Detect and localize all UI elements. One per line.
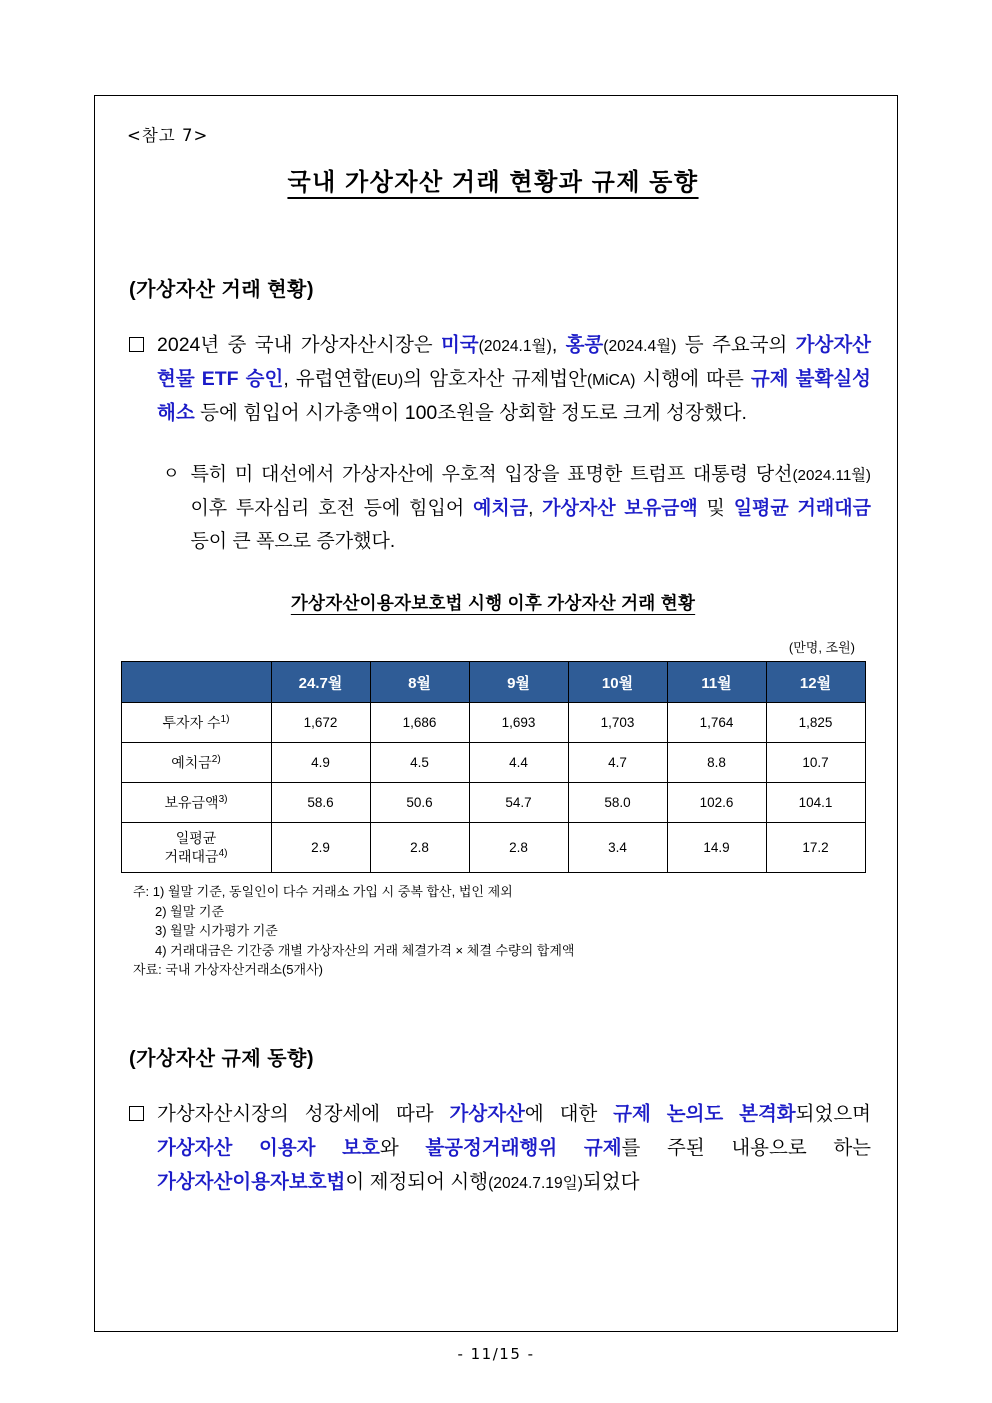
inline-text: 등 주요국의 [676,334,796,356]
footnote-2: 2) 월말 기준 [155,903,225,919]
table-header [121,662,865,703]
inline-annotation: (MiCA) [586,372,636,390]
table-title: 가상자산이용자보호법 시행 이후 가상자산 거래 현황 [290,593,696,614]
paragraph-trump-effect-text [190,458,871,558]
inline-text: 이 제정되어 시행 [345,1170,489,1193]
table-cell: 1,686 [370,703,469,743]
table-col-header: 9월 [469,662,568,703]
inline-annotation: (2024.1월) [478,338,552,355]
inline-text: 의 암호자산 규제법안 [403,368,587,391]
inline-text: 및 [697,497,734,519]
table-col-header: 10월 [568,662,667,703]
row-label-line1: 일평균 [175,830,217,847]
footnote-4: 4) 거래대금은 기간중 개별 가상자산의 거래 체결가격 × 체결 수량의 합계액 [155,942,575,958]
paragraph-regulation-text [157,1097,871,1199]
table-row-label [121,823,271,873]
inline-text: 등에 힘입어 시가총액이 100조원을 상회할 정도로 크게 성장했다. [194,402,747,425]
table-cell: 4.7 [568,743,667,783]
inline-text: 되었다 [582,1170,640,1193]
inline-text: , [528,497,543,519]
table-row-label [121,783,271,823]
table-cell: 2.9 [271,823,370,873]
table-cell: 1,764 [667,703,766,743]
table-cell: 2.8 [370,823,469,873]
row-label-text: 투자자 수 [162,714,221,731]
highlighted-term: 가상자산 현물 ETF 승인 [157,334,871,391]
table-row [121,823,865,873]
inline-annotation: (2024.7.19일) [488,1174,583,1192]
row-label-superscript: 3) [218,794,228,806]
table-col-header: 12월 [766,662,865,703]
highlighted-term: 가상자산 이용자 보호 [157,1136,380,1159]
inline-text: 에 대한 [524,1102,614,1125]
table-footnotes [133,882,871,980]
table-unit-label: (만명, 조원) [788,640,855,656]
footnote-3: 3) 월말 시가평가 기준 [155,923,278,939]
inline-annotation: (EU) [371,372,404,390]
inline-text: , 유럽연합 [283,368,372,391]
highlighted-term: 규제 논의도 본격화 [613,1102,796,1125]
row-label-superscript: 1) [220,714,230,726]
table-cell: 14.9 [667,823,766,873]
circle-bullet-icon: ㅇ [163,464,180,485]
inline-text: 이후 투자심리 호전 등에 힘입어 [190,497,473,519]
table-cell: 4.9 [271,743,370,783]
table-col-header: 8월 [370,662,469,703]
table-cell: 1,672 [271,703,370,743]
table-cell: 104.1 [766,783,865,823]
inline-text: 2024년 중 국내 가상자산시장은 [157,334,441,356]
inline-text: 되었으며 [795,1102,871,1125]
table-cell: 58.6 [271,783,370,823]
reference-tag: <참고 7> [127,126,209,145]
table-cell: 17.2 [766,823,865,873]
page-number-footer: - 11/15 - [457,1345,535,1363]
inline-text: 등이 큰 폭으로 증가했다. [190,530,396,552]
inline-text: , [551,334,566,356]
inline-text: 를 주된 내용으로 하는 [621,1136,872,1159]
table-header-row [121,662,865,703]
highlighted-term: 예치금 [473,497,529,519]
paragraph-market-growth-text [157,328,871,430]
paragraph-trump-effect [163,458,871,558]
highlighted-term: 홍콩 [565,334,604,356]
table-cell: 54.7 [469,783,568,823]
table-row [121,703,865,743]
table-cell: 4.4 [469,743,568,783]
row-label-text: 보유금액 [164,794,219,811]
highlighted-term: 미국 [440,334,479,356]
highlighted-term: 가상자산 보유금액 [542,497,698,519]
table-cell: 10.7 [766,743,865,783]
crypto-trading-data-table [121,661,866,873]
inline-annotation: (2024.4월) [603,338,677,355]
table-cell: 1,693 [469,703,568,743]
square-bullet-icon [129,1106,144,1121]
row-label-superscript: 2) [211,754,221,766]
table-corner-cell [121,662,271,703]
highlighted-term: 불공정거래행위 규제 [425,1136,622,1159]
table-cell: 2.8 [469,823,568,873]
table-col-header: 11월 [667,662,766,703]
table-body [121,703,865,873]
inline-text: 가상자산시장의 성장세에 따라 [157,1102,450,1125]
table-row [121,743,865,783]
paragraph-regulation [129,1097,871,1199]
square-bullet-icon [129,337,144,352]
page-border-frame [94,95,898,1332]
highlighted-term: 가상자산 [449,1102,525,1125]
table-col-header: 24.7월 [271,662,370,703]
table-cell: 3.4 [568,823,667,873]
table-cell: 50.6 [370,783,469,823]
inline-text: 시행에 따른 [635,368,751,391]
table-cell: 58.0 [568,783,667,823]
row-label-text: 예치금 [171,754,212,771]
table-cell: 102.6 [667,783,766,823]
table-cell: 8.8 [667,743,766,783]
table-cell: 4.5 [370,743,469,783]
table-row-label [121,743,271,783]
page-title: 국내 가상자산 거래 현황과 규제 동향 [287,169,699,196]
table-cell: 1,703 [568,703,667,743]
row-label-line2: 거래대금 [164,848,219,865]
page-content [95,96,897,1331]
inline-text: 와 [379,1136,426,1159]
inline-text: 특히 미 대선에서 가상자산에 우호적 입장을 표명한 트럼프 대통령 당선 [190,464,793,486]
highlighted-term: 가상자산이용자보호법 [157,1170,346,1193]
row-label-superscript: 4) [218,848,228,860]
section-heading-trading-status: (가상자산 거래 현황) [129,279,314,301]
footnote-1: 주: 1) 월말 기준, 동일인이 다수 거래소 가입 시 중복 합산, 법인 제외 [133,884,513,900]
highlighted-term: 규제 불확실성 해소 [157,368,871,425]
table-source: 자료: 국내 가상자산거래소(5개사) [133,962,323,978]
table-row [121,783,865,823]
inline-annotation: (2024.11월) [792,467,871,485]
table-cell: 1,825 [766,703,865,743]
highlighted-term: 일평균 거래대금 [733,497,871,519]
paragraph-market-growth [129,328,871,430]
section-heading-regulation-trend: (가상자산 규제 동향) [129,1047,314,1070]
table-row-label [121,703,271,743]
